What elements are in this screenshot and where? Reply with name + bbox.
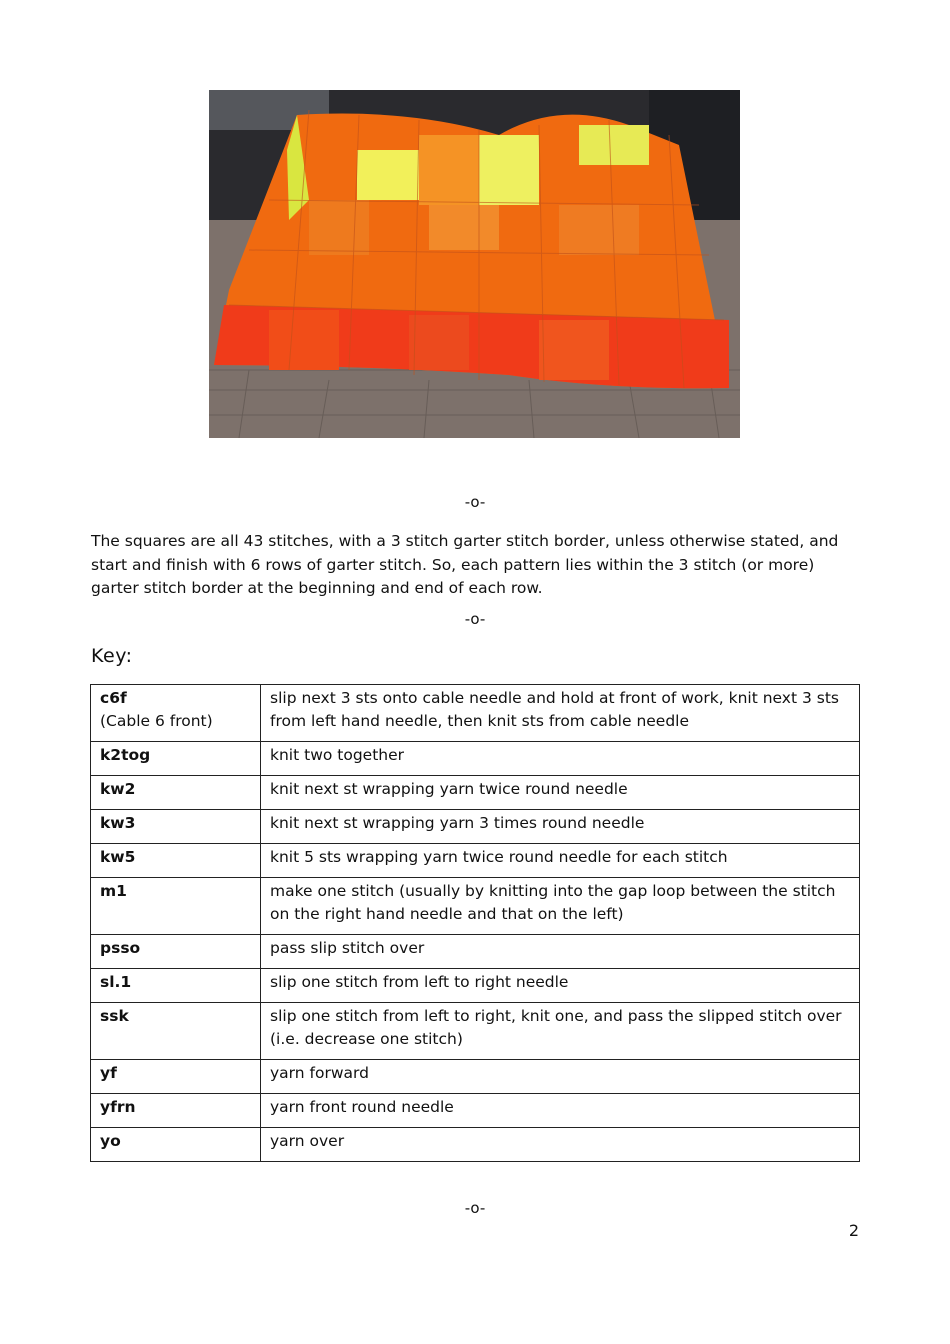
key-abbr-cell xyxy=(91,1060,261,1094)
key-desc: yarn forward xyxy=(261,1060,860,1094)
intro-paragraph: The squares are all 43 stitches, with a 3 stitch garter stitch border, unless otherwise stated, and start and finish with 6 rows of garter stitch. So, each pattern lies within the 3 stitch (or more) garter stitch border at the beginning and end of each row. xyxy=(91,532,839,597)
key-abbr: kw5 xyxy=(100,848,136,866)
table-row xyxy=(91,935,860,969)
key-heading: Key: xyxy=(91,645,133,667)
table-row xyxy=(91,685,860,742)
key-abbr-cell xyxy=(91,810,261,844)
table-row xyxy=(91,878,860,935)
key-abbr-cell xyxy=(91,935,261,969)
blanket-photo xyxy=(209,90,740,438)
key-abbr: kw2 xyxy=(100,780,136,798)
table-row xyxy=(91,1003,860,1060)
key-abbr: kw3 xyxy=(100,814,136,832)
key-abbr: ssk xyxy=(100,1007,129,1025)
key-abbr-cell xyxy=(91,685,261,742)
key-abbr-cell xyxy=(91,1094,261,1128)
table-row xyxy=(91,1128,860,1162)
key-abbr: yf xyxy=(100,1064,117,1082)
table-row xyxy=(91,776,860,810)
page-number: 2 xyxy=(848,1221,859,1240)
key-abbr: k2tog xyxy=(100,746,151,764)
key-abbr: psso xyxy=(100,939,141,957)
key-abbr: yo xyxy=(100,1132,121,1150)
table-row xyxy=(91,1094,860,1128)
key-abbr: c6f xyxy=(100,689,127,707)
table-row xyxy=(91,810,860,844)
table-row xyxy=(91,1060,860,1094)
key-desc: slip one stitch from left to right, knit one, and pass the slipped stitch over (i.e. decrease one stitch) xyxy=(261,1003,860,1060)
key-abbr-cell xyxy=(91,969,261,1003)
key-desc: knit two together xyxy=(261,742,860,776)
key-desc: slip next 3 sts onto cable needle and hold at front of work, knit next 3 sts from left hand needle, then knit sts from cable needle xyxy=(261,685,860,742)
key-desc: yarn front round needle xyxy=(261,1094,860,1128)
key-desc: knit next st wrapping yarn 3 times round needle xyxy=(261,810,860,844)
key-desc: yarn over xyxy=(261,1128,860,1162)
key-abbr-cell xyxy=(91,844,261,878)
separator-middle: -o- xyxy=(464,610,486,628)
key-abbr-cell xyxy=(91,1003,261,1060)
key-abbr-sub: (Cable 6 front) xyxy=(100,712,213,730)
key-abbr: sl.1 xyxy=(100,973,132,991)
separator-top: -o- xyxy=(464,493,486,511)
key-desc: make one stitch (usually by knitting into the gap loop between the stitch on the right hand needle and that on the left) xyxy=(261,878,860,935)
key-desc: knit 5 sts wrapping yarn twice round needle for each stitch xyxy=(261,844,860,878)
key-desc: knit next st wrapping yarn twice round needle xyxy=(261,776,860,810)
key-abbr-cell xyxy=(91,742,261,776)
key-abbr-cell xyxy=(91,878,261,935)
key-abbr: m1 xyxy=(100,882,127,900)
key-desc: pass slip stitch over xyxy=(261,935,860,969)
key-abbr: yfrn xyxy=(100,1098,136,1116)
key-abbr-cell xyxy=(91,776,261,810)
key-desc: slip one stitch from left to right needle xyxy=(261,969,860,1003)
table-row xyxy=(91,742,860,776)
separator-bottom: -o- xyxy=(464,1199,486,1217)
table-row xyxy=(91,844,860,878)
key-table xyxy=(90,684,860,1162)
key-abbr-cell xyxy=(91,1128,261,1162)
table-row xyxy=(91,969,860,1003)
